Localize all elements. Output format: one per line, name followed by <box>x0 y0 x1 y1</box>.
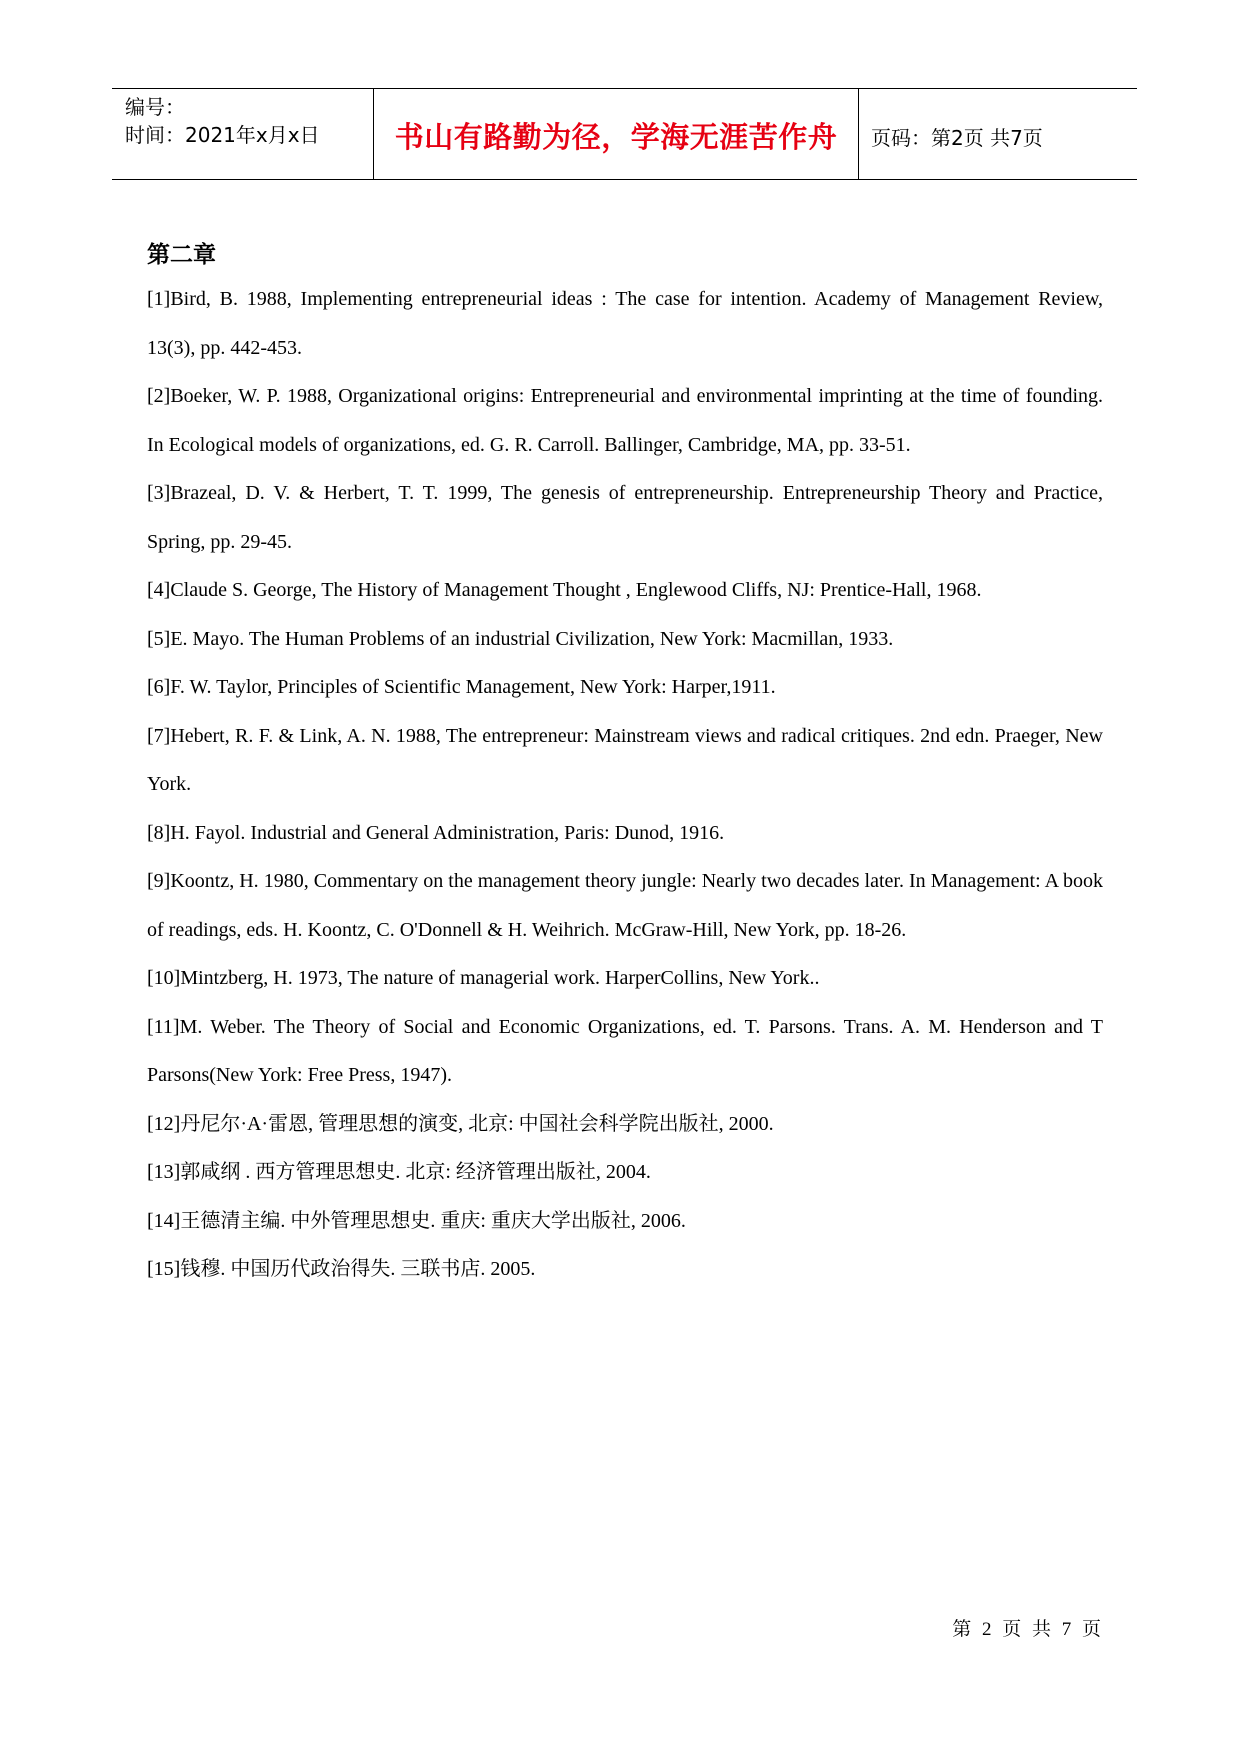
reference-item: [5]E. Mayo. The Human Problems of an industrial Civilization, New York: Macmillan, 1933. <box>147 627 894 650</box>
reference-item: [11]M. Weber. The Theory of Social and Economic Organizations, ed. T. Parsons. Trans. A. M. Henderson and T Parsons(New York: Free Press, 1947). <box>147 1015 1103 1086</box>
document-code-label: 编号： <box>125 95 185 119</box>
reference-list <box>147 275 1103 1294</box>
header-left-cell <box>112 89 374 179</box>
reference-item: [4]Claude S. George, The History of Management Thought , Englewood Cliffs, NJ: Prentice-Hall, 1968. <box>147 579 982 601</box>
reference-item: [3]Brazeal, D. V. & Herbert, T. T. 1999, The genesis of entrepreneurship. Entrepreneurship Theory and Practice, Spring, pp. 29-45. <box>147 482 1103 553</box>
reference-item: [2]Boeker, W. P. 1988, Organizational origins: Entrepreneurial and environmental imprinting at the time of founding. In Ecological models of organizations, ed. G. R. Carroll. Ballinger, Cambridge, MA, pp. 33-51. <box>147 385 1103 456</box>
reference-item: [6]F. W. Taylor, Principles of Scientific Management, New York: Harper,1911. <box>147 676 776 698</box>
reference-item: [8]H. Fayol. Industrial and General Administration, Paris: Dunod, 1916. <box>147 821 725 844</box>
reference-item: [1]Bird, B. 1988, Implementing entrepreneurial ideas : The case for intention. Academy of Management Review, 13(3), pp. 442-453. <box>147 288 1103 359</box>
page-footer-number: 第 2 页 共 7 页 <box>952 1619 1102 1640</box>
header-page-info: 页码：第2页 共7页 <box>871 125 1043 150</box>
reference-item: [12]丹尼尔·A·雷恩, 管理思想的演变, 北京: 中国社会科学院出版社, 2000. <box>147 1112 774 1135</box>
chapter-title: 第二章 <box>147 242 216 268</box>
reference-item: [13]郭咸纲 . 西方管理思想史. 北京: 经济管理出版社, 2004. <box>147 1161 651 1183</box>
reference-item: [7]Hebert, R. F. & Link, A. N. 1988, The entrepreneur: Mainstream views and radical critiques. 2nd edn. Praeger, New York. <box>147 724 1103 795</box>
page-header <box>112 88 1137 180</box>
document-body <box>147 236 1103 1294</box>
reference-item: [9]Koontz, H. 1980, Commentary on the management theory jungle: Nearly two decades later. In Management: A book of readings, eds. H. Koontz, C. O'Donnell & H. Weihrich. McGraw-Hill, New York, pp. 18-26. <box>147 870 1103 941</box>
reference-item: [10]Mintzberg, H. 1973, The nature of managerial work. HarperCollins, New York.. <box>147 967 820 989</box>
reference-item: [15]钱穆. 中国历代政治得失. 三联书店. 2005. <box>147 1258 536 1280</box>
header-motto: 书山有路勤为径，学海无涯苦作舟 <box>374 89 859 179</box>
document-date: 时间：2021年x月x日 <box>125 123 320 147</box>
reference-item: [14]王德清主编. 中外管理思想史. 重庆: 重庆大学出版社, 2006. <box>147 1209 686 1232</box>
